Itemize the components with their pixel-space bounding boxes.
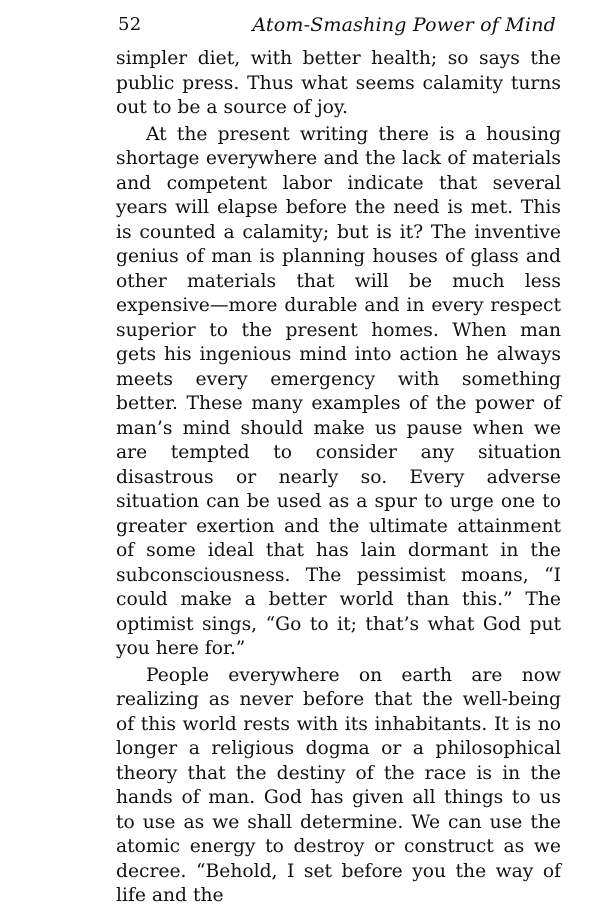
paragraph-housing-shortage: At the present writing there is a housing shortage everywhere and the lack of materials and competent labor indicate that several years will elapse before the need is met. This is counted a calamity; but is it? The inventive genius of man is planning houses of glass and other materials that will be much less expensive—more durable and in every respect superior to the present homes. When man gets his ingenious mind into action he always meets every emergency with something better. These many examples of the power of man’s mind should make us pause when we are tempted to consider any situation disastrous or nearly so. Every adverse situation can be used as a spur to urge one to greater exertion and the ultimate attainment of some ideal that has lain dormant in the subconsciousness. The pessimist moans, “I could make a better world than this.” The optimist sings, “Go to it; that’s what God put you here for.” [116, 123, 561, 659]
body-text [116, 47, 561, 909]
paragraph-people-everywhere: People everywhere on earth are now realizing as never before that the well-being of this world rests with its inhabitants. It is no longer a religious dogma or a philosophical theory that the destiny of the race is in the hands of man. God has given all things to us to use as we shall determine. We can use the atomic energy to destroy or construct as we decree. “Behold, I set before you the way of life and the [116, 664, 561, 906]
paragraph-continuation: simpler diet, with better health; so says the public press. Thus what seems calamity turns out to be a source of joy. [116, 48, 561, 118]
page-header [0, 12, 600, 40]
page-number: 52 [118, 14, 142, 35]
running-title: Atom-Smashing Power of Mind [252, 14, 556, 36]
